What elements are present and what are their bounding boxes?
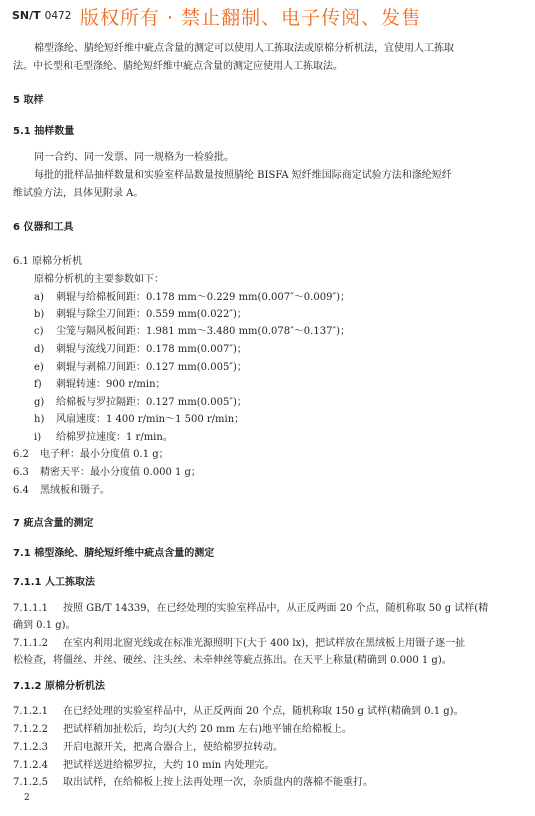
section-5-heading: 5 取样	[13, 95, 44, 106]
section-6-1-intro: 原棉分析机的主要参数如下：	[34, 274, 164, 285]
param-item	[34, 397, 247, 409]
section-7-1-2-heading: 7.1.2 原棉分析机法	[13, 681, 105, 692]
step-text: 在已经处理的实验室样品中，从正反两面 20 个点，随机称取 150 g 试样(精确到 0.1 g)。	[63, 706, 464, 717]
param-label: c)	[34, 326, 44, 337]
param-item	[34, 292, 350, 304]
tool-item	[13, 449, 169, 461]
param-label: h)	[34, 414, 45, 425]
section-6-heading: 6 仪器和工具	[13, 222, 74, 233]
step-number: 7.1.2.5	[13, 777, 48, 788]
clause-text: 按照 GB/T 14339，在已经处理的实验室样品中，从正反两面 20 个点，随机称取 50 g 试样(精	[63, 603, 489, 614]
tool-number: 6.2	[13, 449, 29, 460]
step-item	[13, 777, 373, 789]
clause-text: 在室内利用北窗光线或在标准光源照明下(大于 400 lx)，把试样放在黑绒板上用镊子逐一扯	[63, 638, 466, 649]
clause-number: 7.1.1.2	[13, 638, 48, 649]
tool-item	[13, 467, 201, 479]
step-text: 把试样送进给棉罗拉，大约 10 min 内处理完。	[63, 760, 275, 771]
step-number: 7.1.2.3	[13, 742, 48, 753]
section-5-1-para-1: 同一合约、同一发票、同一规格为一检验批。	[34, 152, 234, 163]
tool-item	[13, 485, 110, 497]
param-text: 刺辊与剥棉刀间距：0.127 mm(0.005″)；	[56, 362, 247, 373]
section-5-1-para-2-line-1: 每批的批样品抽样数量和实验室样品数量按照腈纶 BISFA 短纤维国际商定试验方法和涤纶短纤	[34, 170, 452, 181]
step-text: 取出试样，在给棉板上按上法再处理一次，杂质盘内的落棉不能重打。	[63, 777, 373, 788]
tool-text: 精密天平：最小分度值 0.000 1 g；	[40, 467, 201, 478]
param-text: 风扇速度：1 400 r/min～1 500 r/min；	[56, 414, 245, 425]
section-5-1-para-2-line-2: 维试验方法，具体见附录 A。	[13, 188, 144, 199]
section-6-1-heading: 6.1 原棉分析机	[13, 256, 83, 267]
standard-number: 0472	[44, 10, 72, 22]
param-label: b)	[34, 309, 45, 320]
param-text: 给棉板与罗拉隔距：0.127 mm(0.005″)；	[56, 397, 247, 408]
intro-line-1: 棉型涤纶、腈纶短纤维中疵点含量的测定可以使用人工拣取法或原棉分析机法，宜使用人工拣取	[34, 43, 454, 54]
param-item	[34, 379, 166, 391]
copyright-watermark: 版权所有 · 禁止翻制、电子传阅、发售	[80, 7, 422, 29]
param-item	[34, 414, 244, 426]
page-number: 2	[24, 793, 30, 803]
param-label: i)	[34, 432, 42, 443]
tool-text: 黑绒板和镊子。	[40, 485, 110, 496]
param-label: e)	[34, 362, 44, 373]
section-7-heading: 7 疵点含量的测定	[13, 518, 94, 529]
param-text: 刺辊与给棉板间距：0.178 mm～0.229 mm(0.007″～0.009″)；	[56, 292, 351, 303]
param-text: 刺辊与流线刀间距：0.178 mm(0.007″)；	[56, 344, 247, 355]
step-item	[13, 742, 283, 754]
param-item	[34, 344, 247, 356]
step-item	[13, 724, 352, 736]
section-7-1-heading: 7.1 棉型涤纶、腈纶短纤维中疵点含量的测定	[13, 548, 215, 559]
param-item	[34, 309, 247, 321]
step-item	[13, 760, 274, 772]
step-item	[13, 706, 464, 718]
section-7-1-1-heading: 7.1.1 人工拣取法	[13, 577, 95, 588]
tool-number: 6.3	[13, 467, 29, 478]
section-5-1-heading: 5.1 抽样数量	[13, 126, 75, 137]
step-text: 把试样稍加扯松后，均匀(大约 20 mm 左右)地平铺在给棉板上。	[63, 724, 353, 735]
step-number: 7.1.2.4	[13, 760, 48, 771]
param-text: 刺辊转速：900 r/min；	[56, 379, 166, 390]
param-item	[34, 362, 247, 374]
param-label: a)	[34, 292, 44, 303]
param-item	[34, 326, 350, 338]
tool-text: 电子秤：最小分度值 0.1 g；	[40, 449, 169, 460]
standard-header	[12, 9, 71, 22]
tool-number: 6.4	[13, 485, 29, 496]
clause-7-1-1-1-line-2: 确到 0.1 g)。	[13, 620, 76, 631]
step-number: 7.1.2.1	[13, 706, 48, 717]
param-label: d)	[34, 344, 45, 355]
clause-7-1-1-1-line-1	[13, 603, 488, 615]
clause-7-1-1-2-line-1	[13, 638, 465, 650]
param-text: 给棉罗拉速度：1 r/min。	[56, 432, 173, 443]
standard-prefix: SN/T	[12, 9, 41, 22]
param-item	[34, 432, 173, 444]
step-number: 7.1.2.2	[13, 724, 48, 735]
param-label: f)	[34, 379, 42, 390]
clause-7-1-1-2-line-2: 松检查，将僵丝、并丝、硬丝、注头丝、未牵伸丝等疵点拣出。在天平上称量(精确到 0.000 1 g)。	[13, 655, 452, 666]
param-text: 刺辊与除尘刀间距：0.559 mm(0.022″)；	[56, 309, 247, 320]
param-text: 尘笼与隔风板间距：1.981 mm～3.480 mm(0.078″～0.137″)；	[56, 326, 351, 337]
step-text: 开启电源开关，把离合器合上，使给棉罗拉转动。	[63, 742, 283, 753]
param-label: g)	[34, 397, 45, 408]
clause-number: 7.1.1.1	[13, 603, 48, 614]
intro-line-2: 法。中长型和毛型涤纶、腈纶短纤维中疵点含量的测定应使用人工拣取法。	[13, 61, 343, 72]
